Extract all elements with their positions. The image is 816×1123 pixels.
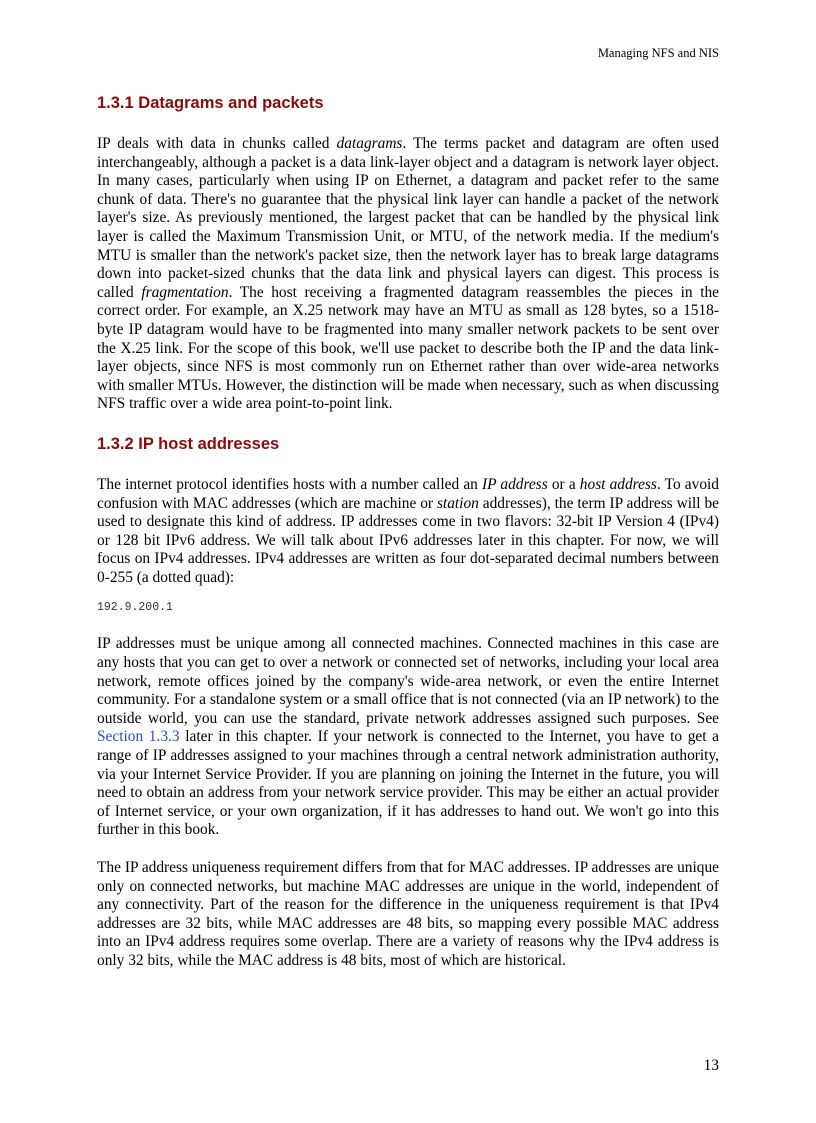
paragraph — [97, 476, 719, 588]
emphasis-term: station — [436, 494, 479, 512]
text-run: or a — [547, 475, 580, 493]
text-run: . To avoid confusion with MAC addresses (which are machine or — [97, 475, 719, 512]
emphasis-term: fragmentation — [141, 283, 229, 301]
paragraph — [97, 135, 719, 414]
section-ip-host-addresses — [97, 433, 719, 971]
code-sample: 192.9.200.1 — [97, 601, 173, 615]
emphasis-term: IP address — [482, 475, 548, 493]
section-datagrams-and-packets — [97, 92, 719, 414]
text-run: later in this chapter. If your network is connected to the Internet, you have to get a range of IP addresses assigned to your machines through a central network administration authority, via your Internet Service Provider. If you are planning on joining the Internet in the future, you will need to obtain an address from your network service provider. This may be either an actual provider of Internet service, or your own organization, if it has addresses to hand out. We won't go into this further in this book. — [97, 728, 719, 839]
page-number: 13 — [703, 1057, 719, 1074]
running-header: Managing NFS and NIS — [597, 46, 719, 60]
paragraph — [97, 635, 719, 840]
text-run: The internet protocol identifies hosts with a number called an — [97, 475, 483, 493]
text-run: addresses), the term IP address will be used to designate this kind of address. IP addresses come in two flavors: 32-bit IP Version 4 (IPv4) or 128 bit IPv6 address. We will talk about IPv6 addresses later in this chapter. For now, we will focus on IPv4 addresses. IPv4 addresses are written as four dot-separated decimal numbers between 0-255 (a dotted quad): — [97, 494, 719, 586]
page-body — [97, 92, 719, 971]
text-run: IP addresses must be unique among all connected machines. Connected machines in this case are any hosts that you can get to over a network or connected set of networks, including your local area network, remote offices joined by the company's wide-area network, or even the entire Internet community. For a standalone system or a small office that is not connected (via an IP network) to the outside world, you can use the standard, private network addresses assigned such purposes. See — [97, 635, 719, 727]
emphasis-term: datagrams — [336, 135, 403, 152]
text-run: . The host receiving a fragmented datagram reassembles the pieces in the correct order. For example, an X.25 network may have an MTU as small as 128 bytes, so a 1518-byte IP datagram would have to be fragmented into many smaller network packets to be sent over the X.25 link. For the scope of this book, we'll use packet to describe both the IP and the data link-layer objects, since NFS is most commonly run on Ethernet rather than over wide-area networks with smaller MTUs. However, the distinction will be made when necessary, such as when discussing NFS traffic over a wide area point-to-point link. — [97, 283, 720, 413]
emphasis-term: host address — [579, 475, 657, 493]
section-heading: 1.3.2 IP host addresses — [97, 434, 280, 453]
text-run: IP deals with data in chunks called — [97, 135, 337, 152]
text-run: . The terms packet and datagram are often used interchangeably, although a packet is a data link-layer object and a datagram is network layer object. In many cases, particularly when using IP on Ethernet, a datagram and packet refer to the same chunk of data. There's no guarantee that the physical link layer can handle a packet of the network layer's size. As previously mentioned, the largest packet that can be handled by the physical link layer is called the Maximum Transmission Unit, or MTU, of the network media. If the medium's MTU is smaller than the network's packet size, then the network layer has to break large datagrams down into packet-sized chunks that the data link and physical layers can digest. This process is called — [97, 135, 719, 301]
paragraph: The IP address uniqueness requirement differs from that for MAC addresses. IP addresses are unique only on connected networks, but machine MAC addresses are unique in the world, independent of any connectivity. Part of the reason for the difference in the uniqueness requirement is that IPv4 addresses are 32 bits, while MAC addresses are 48 bits, so mapping every possible MAC address into an IPv4 address requires some overlap. There are a variety of reasons why the IPv4 address is only 32 bits, while the MAC address is 48 bits, most of which are historical. — [97, 859, 719, 969]
section-heading: 1.3.1 Datagrams and packets — [97, 94, 324, 112]
section-link[interactable]: Section 1.3.3 — [97, 728, 180, 746]
